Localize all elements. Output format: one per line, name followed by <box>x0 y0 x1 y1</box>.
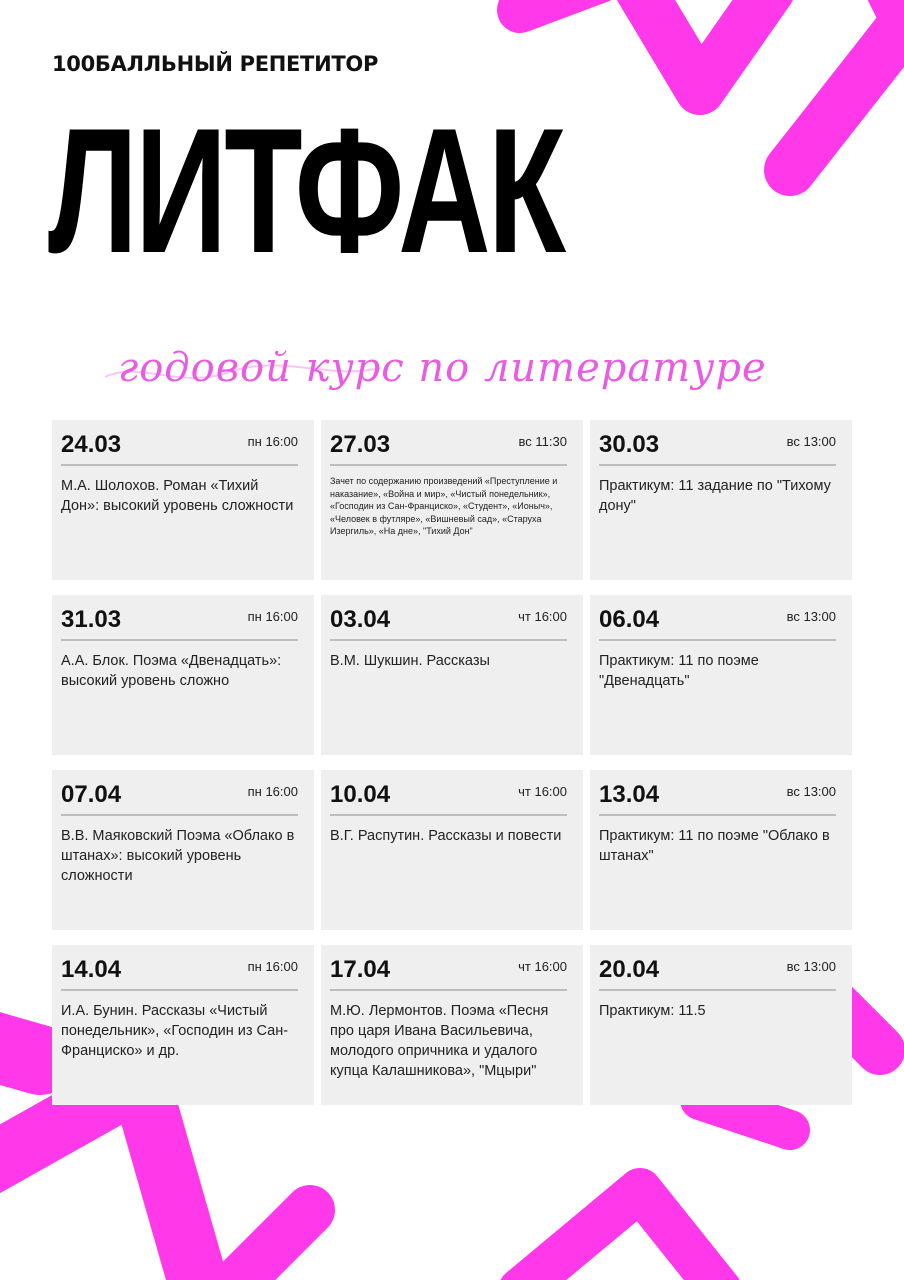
lesson-topic: В.Г. Распутин. Рассказы и повести <box>330 828 562 844</box>
lesson-date: 14.04 <box>61 956 122 983</box>
card-header <box>330 955 567 991</box>
lesson-topic: Практикум: 11 задание по "Тихому дону" <box>599 478 831 514</box>
schedule-card <box>321 770 583 930</box>
lesson-time: пн 16:00 <box>247 609 298 624</box>
lesson-date: 10.04 <box>330 781 391 808</box>
schedule-card <box>590 770 852 930</box>
card-header <box>330 780 567 816</box>
card-header <box>330 430 567 466</box>
lesson-time: пн 16:00 <box>247 784 298 799</box>
schedule-card <box>321 945 583 1105</box>
card-header <box>61 955 298 991</box>
page-title: ЛИТФАК <box>48 91 564 290</box>
schedule-card <box>321 595 583 755</box>
schedule-card <box>321 420 583 580</box>
lesson-topic: Практикум: 11.5 <box>599 1003 706 1019</box>
lesson-topic: Практикум: 11 по поэме "Облако в штанах" <box>599 828 830 864</box>
lesson-topic: Практикум: 11 по поэме "Двенадцать" <box>599 653 759 689</box>
card-header <box>61 605 298 641</box>
lesson-time: пн 16:00 <box>247 959 298 974</box>
schedule-card <box>52 420 314 580</box>
card-header <box>599 780 836 816</box>
lesson-topic: И.А. Бунин. Рассказы «Чистый понедельник», «Господин из Сан-Франциско» и др. <box>61 1003 289 1059</box>
schedule-card <box>590 595 852 755</box>
card-header <box>599 605 836 641</box>
lesson-date: 20.04 <box>599 956 660 983</box>
lesson-time: вс 11:30 <box>518 434 567 449</box>
page-subtitle: годовой курс по литературе <box>118 345 767 391</box>
lesson-date: 30.03 <box>599 431 660 458</box>
schedule-card <box>52 945 314 1105</box>
lesson-time: чт 16:00 <box>518 609 567 624</box>
lesson-date: 24.03 <box>61 431 122 458</box>
lesson-date: 31.03 <box>61 606 122 633</box>
card-header <box>61 430 298 466</box>
card-header <box>61 780 298 816</box>
lesson-date: 06.04 <box>599 606 660 633</box>
lesson-topic: А.А. Блок. Поэма «Двенадцать»: высокий уровень сложно <box>61 653 282 689</box>
schedule-grid <box>52 420 852 1105</box>
lesson-time: вс 13:00 <box>786 959 836 974</box>
lesson-time: чт 16:00 <box>518 784 567 799</box>
card-header <box>330 605 567 641</box>
lesson-topic: М.А. Шолохов. Роман «Тихий Дон»: высокий уровень сложности <box>61 478 294 514</box>
schedule-card <box>590 420 852 580</box>
lesson-date: 13.04 <box>599 781 660 808</box>
lesson-time: вс 13:00 <box>786 784 836 799</box>
lesson-topic: В.В. Маяковский Поэма «Облако в штанах»: высокий уровень сложности <box>61 828 295 884</box>
lesson-time: чт 16:00 <box>518 959 567 974</box>
brand-logo-text: 100БАЛЛЬНЫЙ РЕПЕТИТОР <box>52 52 379 76</box>
lesson-date: 27.03 <box>330 431 391 458</box>
card-header <box>599 955 836 991</box>
card-header <box>599 430 836 466</box>
lesson-date: 17.04 <box>330 956 391 983</box>
lesson-date: 07.04 <box>61 781 122 808</box>
lesson-topic: М.Ю. Лермонтов. Поэма «Песня про царя Ивана Васильевича, молодого опричника и удалого купца Калашникова», "Мцыри" <box>330 1003 549 1079</box>
schedule-card <box>590 945 852 1105</box>
schedule-card <box>52 770 314 930</box>
lesson-topic: Зачет по содержанию произведений «Преступление и наказание», «Война и мир», «Чистый понедельник», «Господин из Сан-Франциско», «Студент», «Ионыч», «Человек в футляре», «Вишневый сад», «Старуха Изергиль», «На дне», "Тихий Дон" <box>330 476 558 536</box>
lesson-date: 03.04 <box>330 606 391 633</box>
lesson-time: вс 13:00 <box>786 434 836 449</box>
lesson-topic: В.М. Шукшин. Рассказы <box>330 653 490 669</box>
schedule-card <box>52 595 314 755</box>
lesson-time: пн 16:00 <box>247 434 298 449</box>
lesson-time: вс 13:00 <box>786 609 836 624</box>
